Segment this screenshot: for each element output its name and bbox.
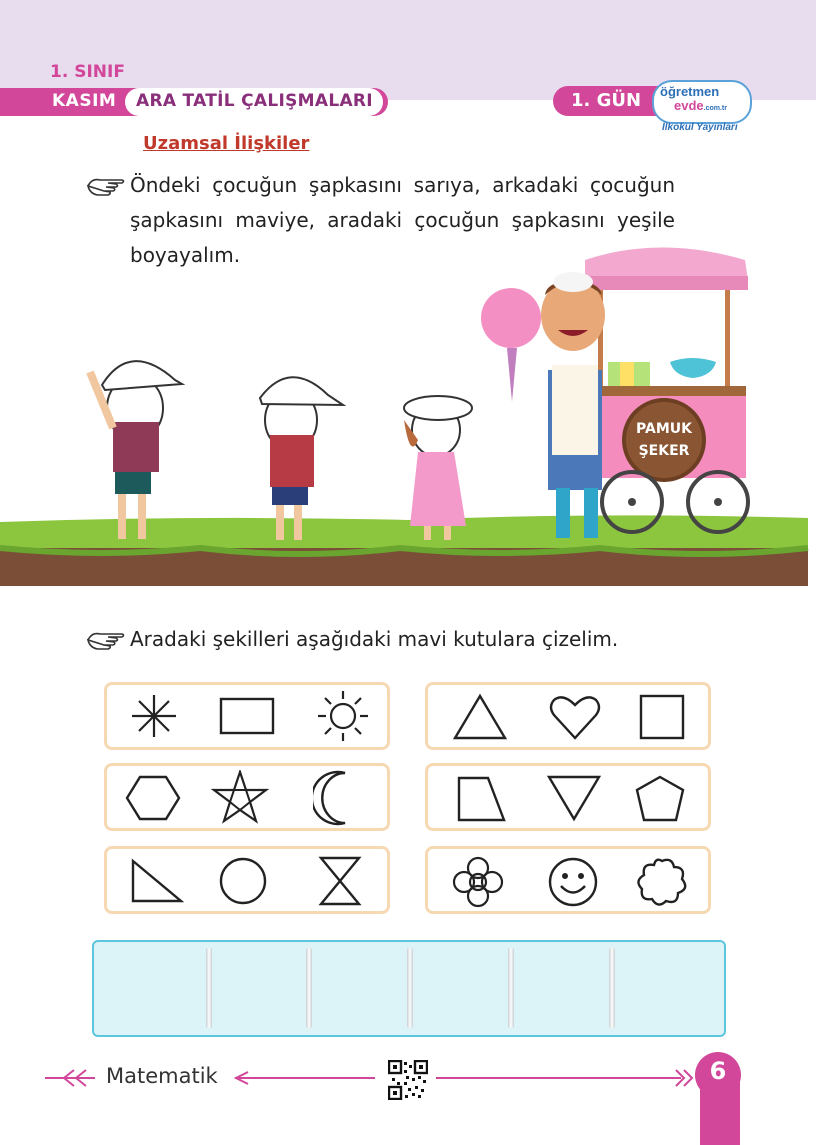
- subject-label: Matematik: [106, 1064, 218, 1088]
- right-triangle-icon: [129, 857, 185, 905]
- inverted-triangle-icon: [546, 774, 602, 822]
- rectangle-icon: [219, 697, 275, 735]
- cart-sign-line1: PAMUK: [636, 421, 692, 437]
- circle-icon: [217, 855, 269, 907]
- grade-label: 1. SINIF: [50, 62, 125, 82]
- page-number: 6: [709, 1057, 727, 1085]
- crescent-icon: [313, 770, 363, 826]
- illustration-scene: [0, 230, 816, 590]
- instruction-draw-shapes: Aradaki şekilleri aşağıdaki mavi kutulara çizelim.: [130, 627, 619, 651]
- month-label: KASIM: [52, 91, 117, 111]
- shape-row-2-right: [425, 763, 711, 831]
- footer-line-mid: [235, 1077, 375, 1079]
- instruction-coloring: Öndeki çocuğun şapkasını sarıya, arkadaki çocuğun şapkasını maviye, aradaki çocuğun şapkasını yeşile boyayalım.: [130, 173, 675, 267]
- footer-line-right: [436, 1077, 681, 1079]
- logo-bottom-text: [674, 98, 727, 113]
- answer-divider: [306, 948, 312, 1028]
- shape-row-3-left: [104, 846, 390, 914]
- pentagon-icon: [634, 774, 686, 824]
- shape-row-3-right: [425, 846, 711, 914]
- shape-row-2-left: [104, 763, 390, 831]
- answer-divider: [508, 948, 514, 1028]
- day-label: 1. GÜN: [571, 90, 642, 111]
- smiley-icon: [546, 855, 600, 909]
- vendor-figure: [481, 272, 605, 538]
- hourglass-icon: [317, 855, 363, 907]
- shape-row-1-left: [104, 682, 390, 750]
- sun-icon: [315, 689, 371, 743]
- pointing-hand-icon: [86, 626, 126, 652]
- star-icon: [211, 770, 269, 824]
- double-chevron-right-icon: [672, 1068, 696, 1088]
- shape-row-1-right: [425, 682, 711, 750]
- arrow-left-icon: [232, 1070, 252, 1086]
- triangle-icon: [452, 693, 508, 741]
- flower-icon: [450, 855, 506, 909]
- page-title: ARA TATİL ÇALIŞMALARI: [136, 91, 373, 111]
- boy-back: [90, 361, 182, 539]
- logo-tagline: İlkokul Yayınları: [662, 122, 738, 133]
- answer-divider: [407, 948, 413, 1028]
- heart-icon: [548, 693, 602, 741]
- double-chevron-left-icon: [60, 1068, 90, 1088]
- girl-front: [404, 396, 472, 540]
- cloud-flower-icon: [634, 855, 690, 909]
- logo-bottom-word: evde: [674, 98, 704, 113]
- section-title: Uzamsal İlişkiler: [143, 133, 310, 154]
- qr-code-icon: [388, 1060, 428, 1100]
- asterisk-icon: [129, 693, 179, 739]
- pointing-hand-icon: [86, 172, 126, 198]
- hexagon-icon: [125, 774, 181, 822]
- cart-sign-line2: ŞEKER: [638, 443, 690, 459]
- square-icon: [638, 693, 686, 741]
- publisher-logo: [648, 72, 752, 144]
- logo-top-text: öğretmen: [660, 84, 720, 99]
- boy-middle: [260, 377, 343, 540]
- answer-drawing-area[interactable]: [92, 940, 726, 1037]
- answer-divider: [206, 948, 212, 1028]
- trapezoid-icon: [454, 774, 508, 824]
- answer-divider: [609, 948, 615, 1028]
- cotton-candy-cart: [585, 248, 748, 533]
- logo-suffix: .com.tr: [703, 105, 727, 112]
